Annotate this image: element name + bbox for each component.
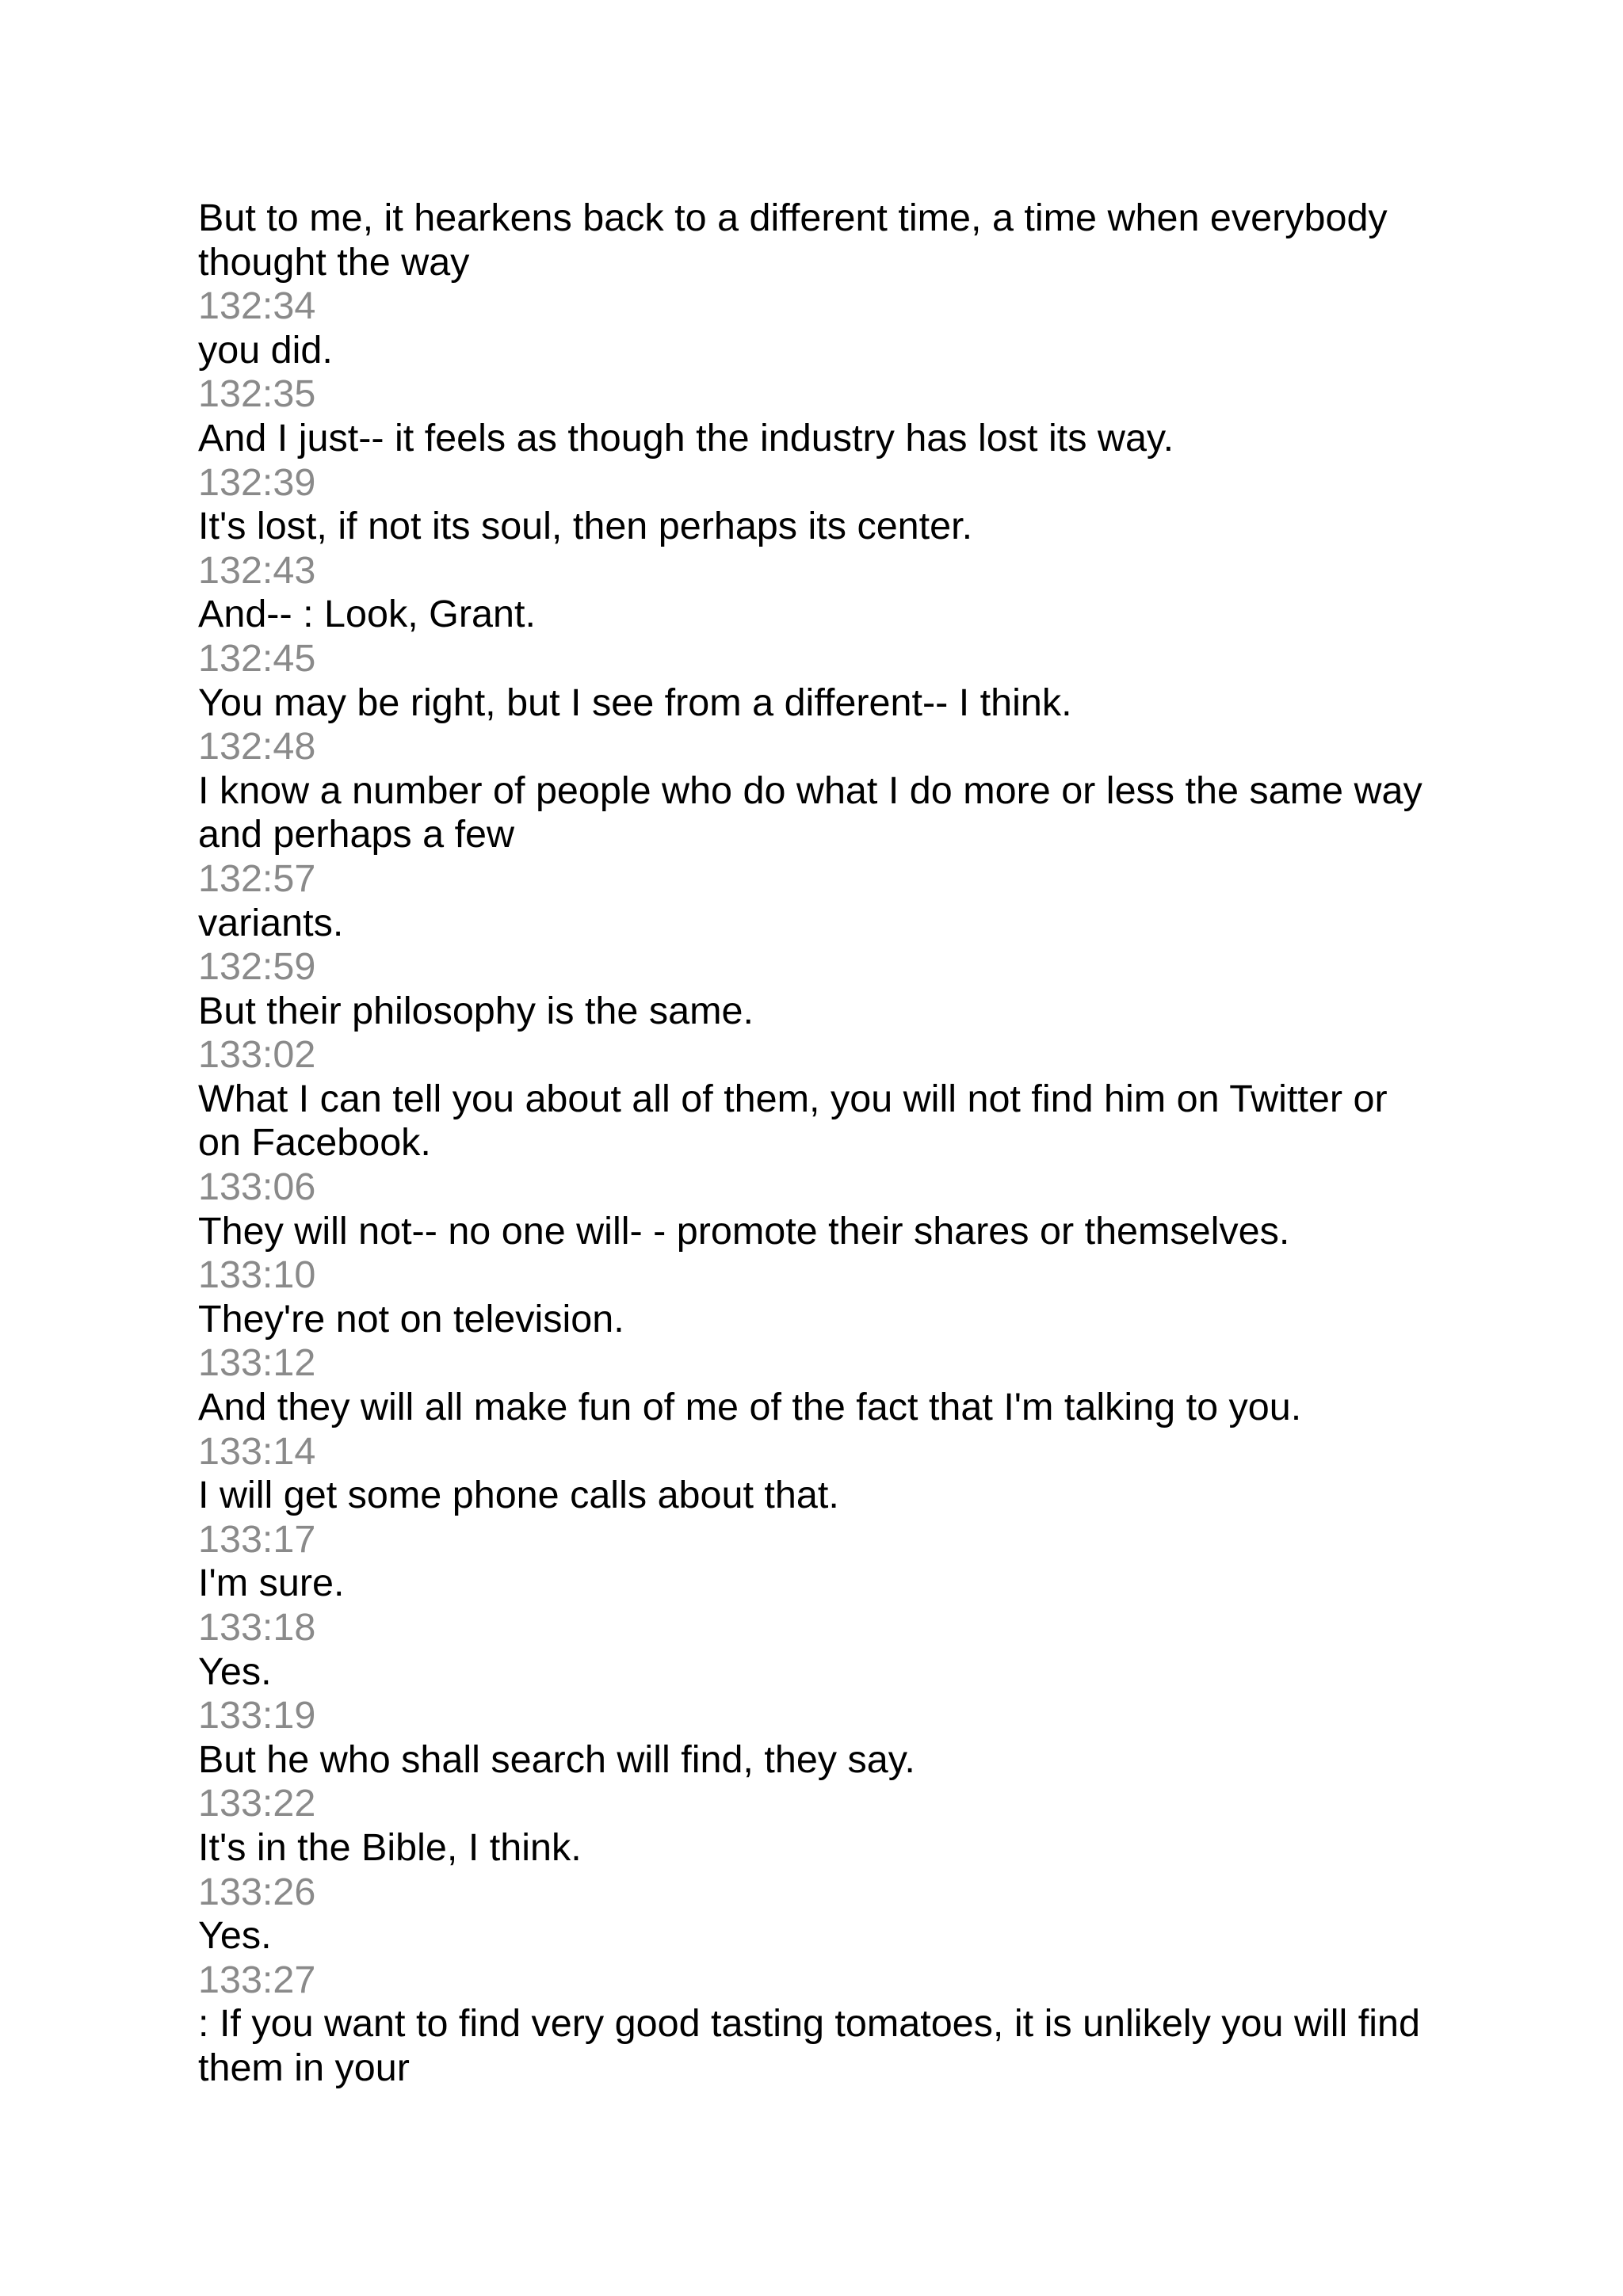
transcript-line: What I can tell you about all of them, you will not find him on Twitter or on Facebook.	[198, 1077, 1388, 1165]
timestamp: 132:57	[198, 856, 316, 900]
transcript-line: And-- : Look, Grant.	[198, 593, 536, 636]
transcript-line: They're not on television.	[198, 1297, 624, 1341]
transcript-line: They will not-- no one will- - promote their shares or themselves.	[198, 1209, 1290, 1253]
transcript-line: Yes.	[198, 1650, 272, 1693]
transcript-line: I will get some phone calls about that.	[198, 1474, 839, 1517]
timestamp: 132:48	[198, 725, 316, 769]
timestamp: 133:14	[198, 1429, 316, 1473]
transcript-line: But he who shall search will find, they say.	[198, 1737, 915, 1781]
transcript-line: And they will all make fun of me of the fact that I'm talking to you.	[198, 1386, 1302, 1429]
transcript-body	[198, 196, 1434, 2091]
transcript-line: Yes.	[198, 1914, 272, 1958]
transcript-line: But their philosophy is the same.	[198, 989, 754, 1032]
timestamp: 133:17	[198, 1517, 316, 1561]
timestamp: 132:39	[198, 460, 316, 504]
transcript-line: But to me, it hearkens back to a different time, a time when everybody thought the way	[198, 196, 1388, 284]
transcript-line: And I just-- it feels as though the industry has lost its way.	[198, 416, 1174, 460]
timestamp: 133:02	[198, 1033, 316, 1077]
transcript-line: variants.	[198, 901, 344, 944]
timestamp: 133:12	[198, 1341, 316, 1385]
transcript-line: It's lost, if not its soul, then perhaps its center.	[198, 505, 973, 548]
timestamp: 133:06	[198, 1165, 316, 1209]
timestamp: 132:45	[198, 636, 316, 680]
timestamp: 133:10	[198, 1253, 316, 1297]
timestamp: 133:27	[198, 1958, 316, 2001]
timestamp: 132:43	[198, 548, 316, 592]
timestamp: 132:59	[198, 945, 316, 989]
transcript-line: You may be right, but I see from a different-- I think.	[198, 681, 1072, 724]
transcript-line: I'm sure.	[198, 1562, 345, 1605]
transcript-line: I know a number of people who do what I do more or less the same way and perhaps a few	[198, 769, 1423, 856]
transcript-line: : If you want to find very good tasting tomatoes, it is unlikely you will find them in your	[198, 2002, 1420, 2089]
transcript-line: It's in the Bible, I think.	[198, 1825, 582, 1869]
timestamp: 132:35	[198, 372, 316, 416]
timestamp: 133:26	[198, 1870, 316, 1913]
timestamp: 133:19	[198, 1694, 316, 1737]
timestamp: 132:34	[198, 284, 316, 328]
transcript-line: you did.	[198, 328, 333, 372]
timestamp: 133:18	[198, 1606, 316, 1649]
timestamp: 133:22	[198, 1782, 316, 1825]
